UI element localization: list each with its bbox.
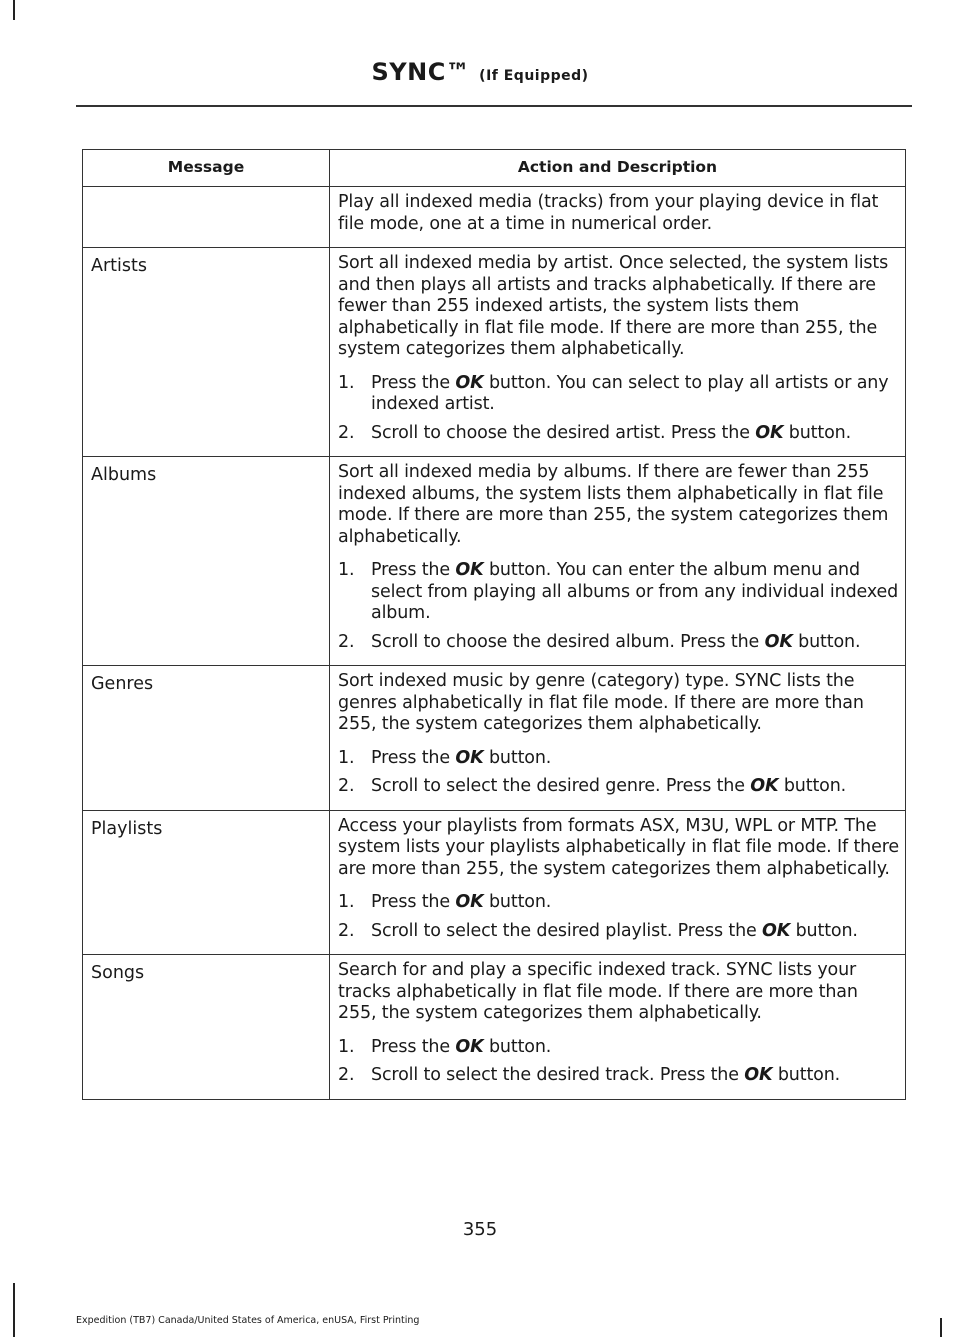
ok-button-label: OK	[455, 372, 484, 393]
column-header-message: Message	[83, 150, 330, 187]
description-cell	[330, 457, 906, 666]
step-text	[371, 748, 901, 770]
step-text-end: button.	[483, 892, 552, 912]
step-text-start: Scroll to choose the desired album. Press the	[371, 631, 765, 652]
step-text-start: Scroll to select the desired track. Press the	[371, 1065, 745, 1085]
table-row	[83, 666, 906, 811]
ok-button-label: OK	[750, 776, 779, 796]
page-header	[0, 58, 960, 86]
step-list	[338, 1037, 901, 1087]
step-text	[371, 423, 901, 445]
step-text	[371, 1065, 901, 1087]
table-row	[83, 457, 906, 666]
ok-button-label: OK	[755, 422, 784, 443]
table-row	[83, 248, 906, 457]
message-table	[82, 149, 906, 1100]
ok-button-label: OK	[455, 892, 484, 912]
crop-mark-top-left	[13, 0, 15, 20]
step-text-end: button.	[792, 631, 861, 652]
step-text-start: Press the	[371, 1036, 456, 1057]
step-item	[338, 373, 901, 416]
step-item	[338, 892, 901, 914]
description-text: Access your playlists from formats ASX, M3U, WPL or MTP. The system lists your playlists alphabetically in flat file mode. If there are more than 255, the system categorizes them alphabetically.	[338, 815, 899, 879]
column-header-action: Action and Description	[330, 150, 906, 187]
crop-mark-bottom-right	[940, 1318, 942, 1337]
step-text	[371, 1037, 901, 1059]
table-row	[83, 810, 906, 955]
step-item	[338, 921, 901, 943]
step-list	[338, 560, 901, 653]
crop-mark-bottom-left	[13, 1283, 15, 1337]
step-text-end: button.	[790, 920, 858, 941]
step-list	[338, 373, 901, 445]
step-number: 2.	[338, 776, 355, 796]
description-text: Sort all indexed media by albums. If there are fewer than 255 indexed albums, the system lists them alphabetically in flat file mode. If there are more than 255, the system categorizes them alphabetically.	[338, 462, 889, 547]
description-text: Sort indexed music by genre (category) type. SYNC lists the genres alphabetically in flat file mode. If there are more than 255, the system categorizes them alphabetically.	[338, 671, 864, 734]
step-number: 2.	[338, 422, 355, 443]
step-text-end: button.	[483, 1036, 552, 1057]
header-subtitle: (If Equipped)	[479, 68, 589, 84]
step-text-start: Press the	[371, 372, 456, 393]
message-cell: Artists	[83, 248, 330, 457]
step-text	[371, 892, 901, 914]
ok-button-label: OK	[455, 560, 484, 580]
page-number: 355	[462, 1219, 498, 1240]
step-number: 1.	[338, 560, 355, 580]
step-list	[338, 748, 901, 798]
step-item	[338, 632, 901, 654]
ok-button-label: OK	[455, 747, 484, 768]
step-text-start: Scroll to select the desired genre. Press the	[371, 776, 751, 796]
step-text-start: Scroll to select the desired playlist. Press the	[371, 920, 763, 941]
step-text	[371, 921, 901, 943]
step-list	[338, 892, 901, 942]
step-text-start: Scroll to choose the desired artist. Press the	[371, 422, 756, 443]
step-text-end: button.	[772, 1065, 841, 1085]
step-text-start: Press the	[371, 892, 456, 912]
table-row	[83, 187, 906, 248]
description-cell	[330, 955, 906, 1100]
message-cell	[83, 187, 330, 248]
step-text	[371, 560, 901, 625]
step-text-start: Press the	[371, 747, 456, 768]
message-cell: Genres	[83, 666, 330, 811]
step-number: 2.	[338, 1065, 355, 1085]
description-cell	[330, 187, 906, 248]
step-text-end: button.	[483, 747, 552, 768]
step-number: 1.	[338, 892, 355, 912]
header-divider	[76, 105, 912, 107]
step-number: 1.	[338, 1036, 355, 1057]
step-item	[338, 776, 901, 798]
step-item	[338, 1037, 901, 1059]
description-text: Search for and play a specific indexed track. SYNC lists your tracks alphabetically in flat file mode. If there are more than 255, the system categorizes them alphabetically.	[338, 960, 858, 1023]
ok-button-label: OK	[764, 631, 793, 652]
ok-button-label: OK	[762, 920, 791, 941]
header-title: SYNC™	[371, 58, 471, 86]
description-cell	[330, 248, 906, 457]
description-cell	[330, 810, 906, 955]
step-item	[338, 1065, 901, 1087]
step-text-end: button. You can enter the album menu and select from playing all albums or from any individual indexed album.	[371, 560, 899, 623]
step-item	[338, 748, 901, 770]
step-text-end: button.	[783, 422, 852, 443]
table-row	[83, 955, 906, 1100]
step-text	[371, 373, 901, 416]
description-text: Play all indexed media (tracks) from your playing device in flat file mode, one at a time in numerical order.	[338, 192, 879, 234]
step-number: 2.	[338, 631, 355, 652]
step-item	[338, 423, 901, 445]
description-cell	[330, 666, 906, 811]
table-body	[83, 187, 906, 1100]
step-number: 1.	[338, 372, 355, 393]
ok-button-label: OK	[455, 1036, 484, 1057]
step-text-end: button. You can select to play all artists or any indexed artist.	[371, 372, 889, 414]
step-number: 2.	[338, 920, 355, 941]
step-number: 1.	[338, 747, 355, 768]
footer-text: Expedition (TB7) Canada/United States of America, enUSA, First Printing	[76, 1315, 420, 1326]
step-text-start: Press the	[371, 560, 456, 580]
step-item	[338, 560, 901, 625]
step-text-end: button.	[778, 776, 847, 796]
message-cell: Albums	[83, 457, 330, 666]
message-cell: Songs	[83, 955, 330, 1100]
table-header-row	[83, 150, 906, 187]
step-text	[371, 632, 901, 654]
message-cell: Playlists	[83, 810, 330, 955]
step-text	[371, 776, 901, 798]
ok-button-label: OK	[744, 1065, 773, 1085]
description-text: Sort all indexed media by artist. Once selected, the system lists and then plays all artists and tracks alphabetically. If there are fewer than 255 indexed artists, the system lists them alphabetically in flat file mode. If there are more than 255, the system categorizes them alphabetically.	[338, 253, 889, 359]
